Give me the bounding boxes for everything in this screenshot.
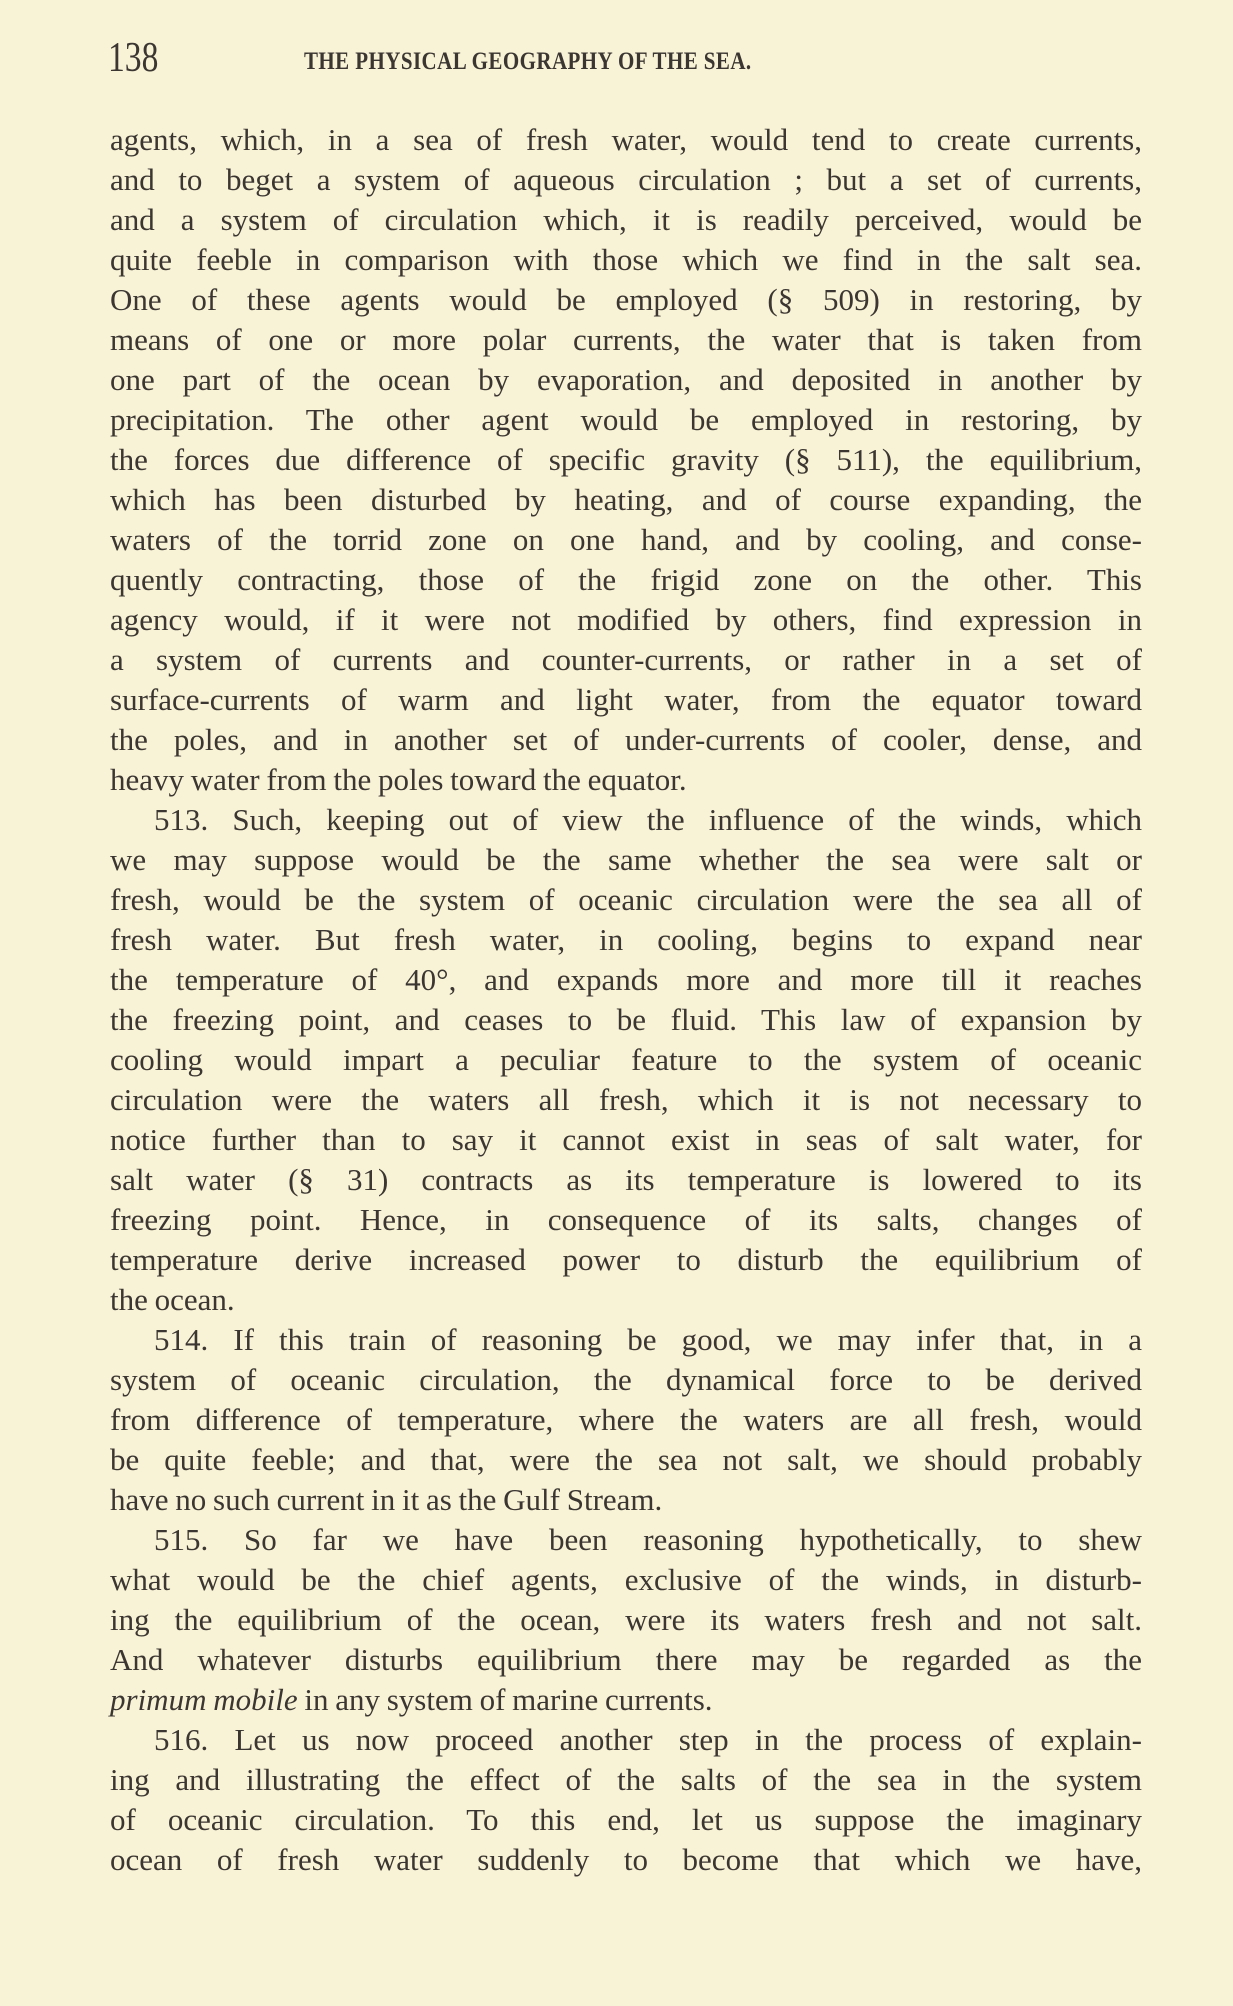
text-line: waters of the torrid zone on one hand, and by cooling, and conse- <box>110 522 1142 557</box>
text-line: 515. So far we have been reasoning hypothetically, to shew <box>154 1522 1142 1557</box>
text-line: 513. Such, keeping out of view the influence of the winds, which <box>154 802 1142 837</box>
text-line: fresh, would be the system of oceanic circulation were the sea all of <box>110 882 1142 917</box>
text-line: one part of the ocean by evaporation, and deposited in another by <box>110 362 1142 397</box>
text-line: quite feeble in comparison with those which we find in the salt sea. <box>110 242 1142 277</box>
text-line: and a system of circulation which, it is readily perceived, would be <box>110 202 1142 237</box>
text-line: temperature derive increased power to disturb the equilibrium of <box>110 1242 1142 1277</box>
text-span: in any system of marine currents. <box>297 1682 713 1717</box>
text-line: circulation were the waters all fresh, which it is not necessary to <box>110 1082 1142 1117</box>
paragraph <box>110 1320 1142 1520</box>
text-line: a system of currents and counter-currents, or rather in a set of <box>110 642 1142 677</box>
text-line: the freezing point, and ceases to be fluid. This law of expansion by <box>110 1002 1142 1037</box>
text-line: heavy water from the poles toward the equator. <box>110 762 687 797</box>
text-line: the poles, and in another set of under-currents of cooler, dense, and <box>110 722 1142 757</box>
text-line: salt water (§ 31) contracts as its temperature is lowered to its <box>110 1162 1142 1197</box>
text-line: cooling would impart a peculiar feature to the system of oceanic <box>110 1042 1142 1077</box>
text-line: agency would, if it were not modified by others, find expression in <box>110 602 1142 637</box>
text-line: ocean of fresh water suddenly to become that which we have, <box>110 1842 1142 1877</box>
paragraph <box>110 800 1142 1320</box>
text-line: we may suppose would be the same whether the sea were salt or <box>110 842 1142 877</box>
text-line <box>110 1680 1142 1720</box>
page-header <box>108 34 1138 84</box>
running-title: THE PHYSICAL GEOGRAPHY OF THE SEA. <box>304 48 752 75</box>
text-line: ing the equilibrium of the ocean, were its waters fresh and not salt. <box>110 1602 1142 1637</box>
text-line: of oceanic circulation. To this end, let us suppose the imaginary <box>110 1802 1142 1837</box>
text-line: freezing point. Hence, in consequence of its salts, changes of <box>110 1202 1142 1237</box>
paragraph <box>110 1720 1142 1880</box>
italic-phrase: primum mobile <box>110 1682 298 1717</box>
text-line: the temperature of 40°, and expands more and more till it reaches <box>110 962 1142 997</box>
body-text <box>110 120 1142 1880</box>
text-line: One of these agents would be employed (§ 509) in restoring, by <box>110 282 1142 317</box>
text-line: the ocean. <box>110 1282 235 1317</box>
text-line: the forces due difference of specific gravity (§ 511), the equilibrium, <box>110 442 1142 477</box>
text-line: have no such current in it as the Gulf Stream. <box>110 1482 663 1517</box>
text-line: agents, which, in a sea of fresh water, would tend to create currents, <box>110 122 1142 157</box>
text-line: And whatever disturbs equilibrium there may be regarded as the <box>110 1642 1142 1677</box>
text-line: system of oceanic circulation, the dynamical force to be derived <box>110 1362 1142 1397</box>
text-line: ing and illustrating the effect of the salts of the sea in the system <box>110 1762 1142 1797</box>
text-line: be quite feeble; and that, were the sea not salt, we should probably <box>110 1442 1142 1477</box>
text-line: what would be the chief agents, exclusive of the winds, in disturb- <box>110 1562 1142 1597</box>
paragraph <box>110 120 1142 800</box>
text-line: fresh water. But fresh water, in cooling, begins to expand near <box>110 922 1142 957</box>
text-line: 514. If this train of reasoning be good, we may infer that, in a <box>154 1322 1142 1357</box>
text-line: precipitation. The other agent would be employed in restoring, by <box>110 402 1142 437</box>
text-line: 516. Let us now proceed another step in the process of explain- <box>154 1722 1142 1757</box>
paragraph <box>110 1520 1142 1720</box>
text-line: which has been disturbed by heating, and of course expanding, the <box>110 482 1142 517</box>
text-line: surface-currents of warm and light water, from the equator toward <box>110 682 1142 717</box>
text-line: notice further than to say it cannot exist in seas of salt water, for <box>110 1122 1142 1157</box>
page-number: 138 <box>108 35 159 81</box>
text-line: and to beget a system of aqueous circulation ; but a set of currents, <box>110 162 1142 197</box>
text-line: means of one or more polar currents, the water that is taken from <box>110 322 1142 357</box>
text-line: quently contracting, those of the frigid zone on the other. This <box>110 562 1142 597</box>
text-line: from difference of temperature, where the waters are all fresh, would <box>110 1402 1142 1437</box>
